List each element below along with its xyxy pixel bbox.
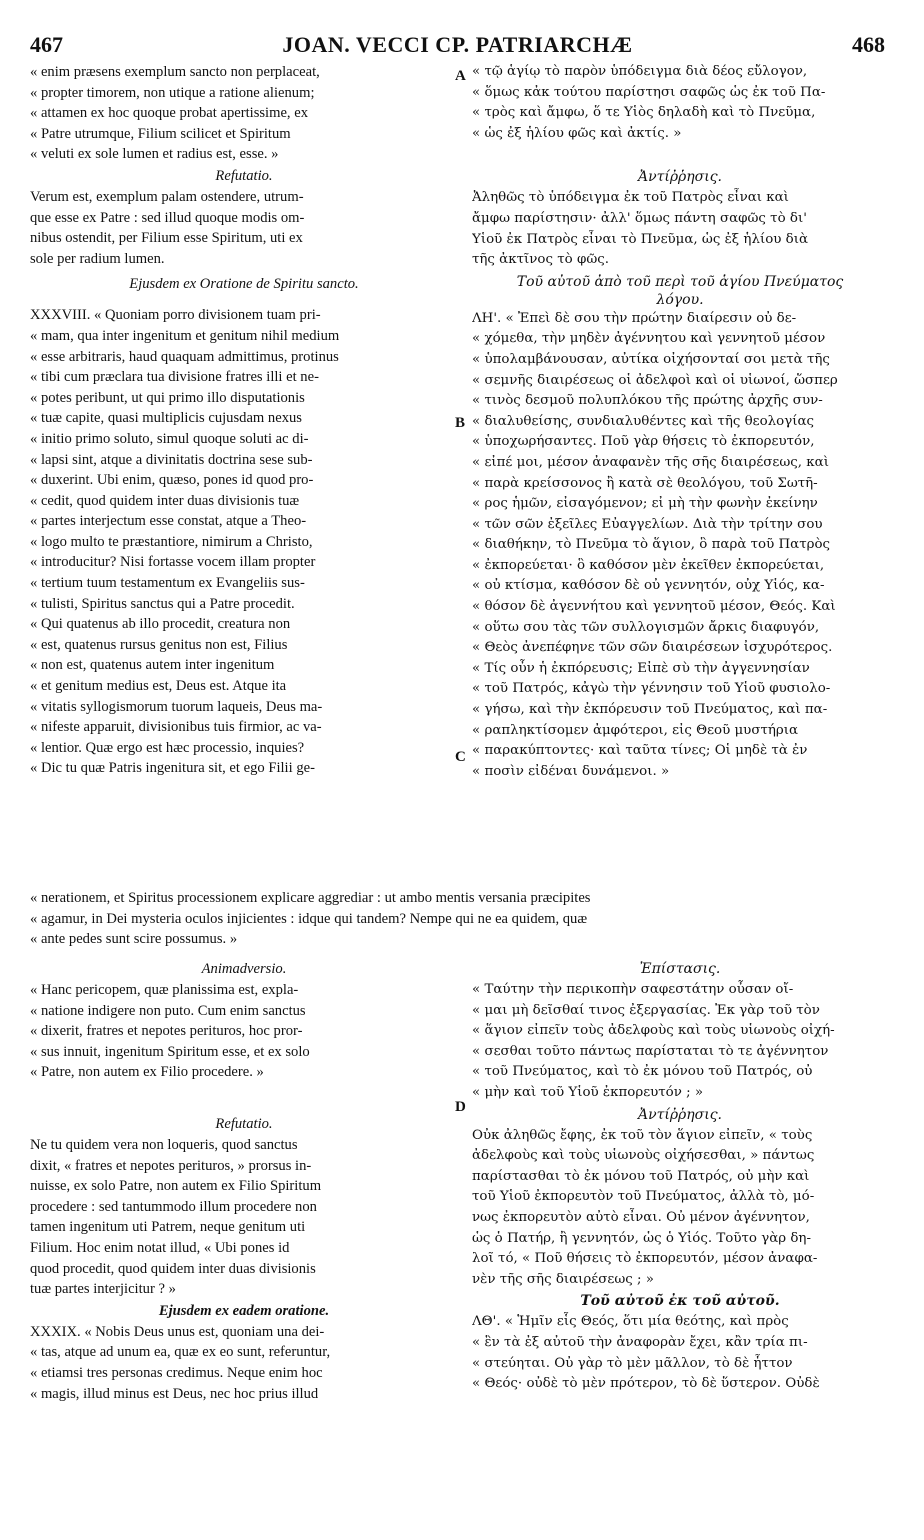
text-line: « ποσὶν εἰδέναι δυνάμενοι. » (472, 763, 670, 779)
text-line: Ἀληθῶς τὸ ὑπόδειγμα ἐκ τοῦ Πατρὸς εἶναι καὶ (472, 190, 789, 206)
text-line: « propter timorem, non utique a ratione alienum; (30, 84, 315, 101)
text-line: « nifeste apparuit, divisionibus tuis firmior, ac va- (30, 719, 322, 736)
text-line: tamen ingenitum uti Patrem, neque genitum uti (30, 1219, 306, 1236)
text-line: ΛΘ'. « Ἡμῖν εἷς Θεός, ὅτι μία θεότης, καὶ πρὸς (472, 1314, 789, 1330)
text-line: « διαλυθείσης, συνδιαλυθέντες καὶ τῆς θεολογίας (472, 413, 815, 429)
text-line: ὡς ὁ Πατήρ, ἢ γεννητόν, ὡς ὁ Υἱός. Τοῦτο γὰρ δη- (472, 1230, 811, 1246)
text-line: « Patre utrumque, Filium scilicet et Spiritum (30, 125, 291, 142)
text-line: « sus innuit, ingenitum Spiritum esse, et ex solo (30, 1043, 310, 1060)
page-number-left: 467 (30, 32, 63, 57)
text-line: « non est, quatenus autem inter ingenitum (30, 657, 275, 674)
latin-column-lower (30, 958, 458, 1404)
text-line: nuisse, ex solo Patre, non autem ex Filio Spiritum (30, 1178, 322, 1195)
full-width-continuation (30, 888, 892, 950)
text-line: « τρὸς καὶ ἄμφω, ὅ τε Υἱὸς δηλαδὴ καὶ τὸ Πνεῦμα, (472, 105, 816, 121)
text-line: « τῷ ἁγίῳ τὸ παρὸν ὑπόδειγμα διὰ δέος εὔλογον, (472, 64, 808, 79)
text-line: « Ταύτην τὴν περικοπὴν σαφεστάτην οὖσαν οἴ- (472, 982, 794, 997)
section-heading: Ἐπίστασις. (639, 961, 721, 977)
text-line: tuæ partes interjicitur ? » (30, 1281, 176, 1298)
text-line: « initio primo soluto, simul quoque soluti ac di- (30, 430, 309, 447)
text-line: « logo multo te præstantiore, nimirum a Christo, (30, 533, 313, 550)
text-line: que esse ex Patre : sed illud quoque modis om- (30, 209, 305, 226)
greek-paragraph (472, 1312, 888, 1394)
text-line: « σεσθαι τοῦτο πάντως παρίσταται τὸ τε ἀγέννητον (472, 1043, 829, 1059)
section-marker-d: D (455, 1099, 466, 1115)
text-line: « magis, illud minus est Deus, nec hoc prius illud (30, 1385, 319, 1402)
section-heading: Ἀντίῤῥησις. (637, 1106, 723, 1123)
text-line: « ὡς ἐξ ἡλίου φῶς καὶ ἀκτίς. » (472, 125, 682, 141)
greek-paragraph (472, 188, 888, 270)
text-line: « Dic tu quæ Patris ingenitura sit, et ego Filii ge- (30, 760, 315, 777)
text-line: « vitatis syllogismorum tuorum laqueis, Deus ma- (30, 698, 323, 715)
text-line: « ὅμως κἀκ τούτου παρίστησι σαφῶς ὡς ἐκ τοῦ Πα- (472, 84, 826, 100)
text-line: nibus ostendit, per Filium esse Spiritum, uti ex (30, 230, 303, 247)
running-header (30, 32, 885, 58)
section-heading: Τοῦ αὐτοῦ ἀπὸ τοῦ περὶ τοῦ ἁγίου Πνεύματος (516, 273, 844, 290)
text-line: « ἐκπορεύεται· ὃ καθόσον μὲν ἐκεῖθεν ἐκπορεύεται, (472, 557, 825, 573)
text-line: « γήσω, καὶ τὴν ἐκπόρευσιν τοῦ Πνεύματος, καὶ πα- (472, 702, 828, 718)
text-line: Ne tu quidem vera non loqueris, quod sanctus (30, 1136, 298, 1153)
text-line: « est, quatenus rursus genitus non est, Filius (30, 636, 288, 653)
text-line: λοῖ τό, « Ποῦ θήσεις τὸ ἐκπορευτόν, μέσον ἀναφα- (472, 1251, 818, 1267)
text-line: « mam, qua inter ingenitum et genitum nihil medium (30, 327, 340, 344)
text-line: « τοῦ Πνεύματος, καὶ τὸ ἐκ μόνου τοῦ Πατρός, οὐ (472, 1064, 813, 1080)
text-line: παρίστασθαι τὸ ἐκ μόνου τοῦ Πατρός, οὐ μὴν καὶ (472, 1168, 810, 1184)
text-line: « ραπληκτίσομεν ἀμφότεροι, εἰς Θεοῦ μυστήρια (472, 722, 799, 738)
text-line: « Τίς οὖν ἡ ἐκπόρευσις; Εἰπὲ σὺ τὴν ἀγγεννησίαν (472, 660, 810, 676)
section-heading-continued: λόγου. (656, 291, 704, 308)
text-line: νὲν τῆς σῆς διαιρέσεως ; » (472, 1271, 654, 1287)
greek-paragraph (472, 309, 888, 783)
latin-paragraph (30, 1135, 458, 1300)
section-marker-a: A (455, 68, 466, 84)
section-heading: Τοῦ αὐτοῦ ἐκ τοῦ αὐτοῦ. (580, 1293, 780, 1310)
section-heading: Ejusdem ex Oratione de Spiritu sancto. (129, 276, 359, 293)
text-line: νως ἐκπορευτὸν αὐτὸ εἶναι. Οὐ μένον ἀγέννητον, (472, 1209, 810, 1225)
text-line: « ὑποχωρήσαντες. Ποῦ γὰρ θήσεις τὸ ἐκπορευτόν, (472, 434, 815, 450)
text-line: Verum est, exemplum palam ostendere, utrum- (30, 188, 304, 205)
text-line: « nerationem, et Spiritus processionem explicare aggrediar : ut ambo mentis versania præcipites (30, 890, 591, 906)
section-heading: Ejusdem ex eadem oratione. (158, 1302, 330, 1319)
text-line: « Θεὸς ἀνεπέφηνε τῶν σῶν διαιρέσεων ἰσχυρότερος. (472, 640, 833, 656)
text-line: « τινὸς δεσμοῦ πολυπλόκου τῆς πρώτης ἀρχῆς συν- (472, 393, 823, 409)
text-line: « παρὰ κρείσσονος ἢ κατὰ σὲ θεολόγου, τοῦ Σωτῆ- (472, 475, 818, 491)
section-marker-b: B (455, 415, 466, 431)
text-line: « οὐ κτίσμα, καθόσον δὲ οὐ γεννητόν, οὐχ Υἱός, κα- (472, 578, 825, 594)
latin-paragraph (30, 187, 458, 269)
text-line: « agamur, in Dei mysteria oculos injicientes : idque qui tandem? Nempe qui ne ea quidem, quæ (30, 910, 588, 927)
text-line: « tuæ capite, quasi multiplicis cujusdam nexus (30, 410, 302, 427)
text-line: « lapsi sint, atque a divinitatis doctrina sese sub- (30, 451, 313, 468)
text-line: « ρος ἡμῶν, εἰσαγόμενον; εἰ μὴ τὴν φωνὴν ἐκείνην (472, 496, 818, 512)
text-line: « στεύηται. Οὐ γὰρ τὸ μὲν μᾶλλον, τὸ δὲ ἧττον (472, 1355, 793, 1371)
text-line: « esse arbitraris, haud quaquam admittimus, protinus (30, 348, 339, 365)
text-line: ἄμφω παρίστησιν· ἀλλ' ὅμως πάντη σαφῶς τὸ δι' (472, 210, 807, 226)
text-line: Οὐκ ἀληθῶς ἔφης, ἐκ τοῦ τὸν ἅγιον εἰπεῖν, « τοὺς (472, 1127, 813, 1143)
text-line: Filium. Hoc enim notat illud, « Ubi pones id (30, 1239, 290, 1256)
greek-paragraph (472, 62, 888, 144)
text-line: XXXIX. « Nobis Deus unus est, quoniam una dei- (30, 1323, 325, 1340)
text-line: « attamen ex hoc quoque probat apertissime, ex (30, 105, 309, 122)
text-line: « διαθήκην, τὸ Πνεῦμα τὸ ἅγιον, ὃ παρὰ τοῦ Πατρὸς (472, 537, 831, 553)
greek-column-upper (472, 62, 888, 782)
section-heading: Refutatio. (215, 1115, 273, 1132)
text-line: « et genitum medius est, Deus est. Atque ita (30, 678, 287, 695)
text-line: « partes interjectum esse constat, atque a Theo- (30, 513, 307, 530)
section-heading: Ἀντίῤῥησις. (637, 169, 723, 186)
text-line: « Θεός· οὐδὲ τὸ μὲν πρότερον, τὸ δὲ ὕστερον. Οὐδὲ (472, 1376, 820, 1392)
text-line: « tulisti, Spiritus sanctus qui a Patre procedit. (30, 595, 295, 612)
text-line: « tibi cum præclara tua divisione fratres illi et ne- (30, 369, 319, 386)
text-line: XXXVIII. « Quoniam porro divisionem tuam pri- (30, 307, 321, 324)
text-line: Υἱοῦ ἐκ Πατρὸς εἶναι τὸ Πνεῦμα, ὡς ἐξ ἡλίου διὰ (472, 231, 809, 247)
greek-paragraph (472, 1126, 888, 1291)
text-line: procedere : sed tantummodo illum procedere non (30, 1198, 317, 1215)
text-line: « cedit, quod quidem inter duas divisionis tuæ (30, 492, 300, 509)
text-line: sole per radium lumen. (30, 250, 165, 267)
text-line: « potes peribunt, ut qui primo illo disputationis (30, 389, 305, 406)
text-line: « Patre, non autem ex Filio procedere. » (30, 1064, 264, 1081)
greek-column-lower (472, 958, 888, 1395)
text-line: « ὑπολαμβάνουσαν, αὐτίκα οἰχήσονταί σοι μετὰ τῆς (472, 351, 830, 367)
section-heading: Refutatio. (215, 167, 273, 184)
text-line: τῆς ἀκτῖνος τὸ φῶς. (472, 252, 609, 268)
text-line: « ἅγιον εἰπεῖν τοὺς ἀδελφοὺς καὶ τοὺς υἱωνοὺς οἰχή- (472, 1023, 835, 1039)
text-line: « σεμνῆς διαιρέσεως οἱ ἀδελφοὶ καὶ οἱ υἱωνοί, ὥσπερ (472, 372, 838, 388)
text-line: « Hanc pericopem, quæ planissima est, expla- (30, 982, 299, 998)
latin-paragraph (30, 305, 458, 779)
text-line: « τῶν σῶν ἐξεῖλες Εὐαγγελίων. Διὰ τὴν τρίτην σου (472, 516, 823, 532)
section-heading: Animadversio. (201, 961, 287, 977)
text-line: « χόμεθα, τὴν μηδὲν ἀγέννητου καὶ γεννητοῦ μέσον (472, 331, 826, 347)
text-line: « enim præsens exemplum sancto non perplaceat, (30, 64, 320, 80)
running-title: JOAN. VECCI CP. PATRIARCHÆ (282, 32, 633, 57)
text-line: quod procedit, quod quidem inter duas divisionis (30, 1260, 316, 1277)
text-line: « μὴν καὶ τοῦ Υἱοῦ ἐκπορευτόν ; » (472, 1084, 704, 1100)
text-line: « tas, atque ad unum ea, quæ ex eo sunt, referuntur, (30, 1344, 331, 1361)
greek-paragraph (472, 980, 888, 1104)
text-line: « εἰπέ μοι, μέσον ἀναφανὲν τῆς σῆς διαιρέσεως, καὶ (472, 454, 829, 470)
text-line: « θόσον δὲ ἀγεννήτου καὶ γεννητοῦ μέσον, Θεός. Καὶ (472, 599, 836, 615)
text-line: ΛΗ'. « Ἐπεὶ δὲ σου τὴν πρώτην διαίρεσιν οὐ δε- (472, 310, 797, 326)
text-line: « οὕτω σου τὰς τῶν συλλογισμῶν ἄρκις διαφυγόν, (472, 619, 820, 635)
text-line: dixit, « fratres et nepotes perituros, » prorsus in- (30, 1157, 312, 1174)
section-marker-c: C (455, 749, 466, 765)
text-line: « duxerint. Ubi enim, quæso, pones id quod pro- (30, 472, 314, 489)
page-number-right: 468 (852, 32, 885, 57)
text-line: τοῦ Υἱοῦ ἐκπορευτὸν τοῦ Πνεύματος, ἀλλὰ τὸ, μό- (472, 1189, 815, 1205)
text-line: « ἓν τὰ ἐξ αὐτοῦ τὴν ἀναφορὰν ἔχει, κἂν τρία πι- (472, 1334, 808, 1350)
text-line: « παρακύπτοντες· καὶ ταῦτα τίνες; Οἱ μηδὲ τὰ ἐν (472, 743, 808, 759)
text-line: « veluti ex sole lumen et radius est, esse. » (30, 146, 279, 163)
latin-paragraph (30, 62, 458, 165)
text-line: « Qui quatenus ab illo procedit, creatura non (30, 616, 291, 633)
latin-column-upper (30, 62, 458, 779)
text-line: « etiamsi tres personas credimus. Neque enim hoc (30, 1364, 323, 1381)
text-line: « dixerit, fratres et nepotes perituros, hoc pror- (30, 1023, 303, 1040)
text-line: « tertium tuum testamentum ex Evangeliis sus- (30, 575, 305, 592)
text-line: « τοῦ Πατρός, κἀγὼ τὴν γέννησιν τοῦ Υἱοῦ φυσιολο- (472, 681, 831, 697)
text-line: ἀδελφοὺς καὶ τοὺς υἱωνοὺς οἰχήσεσθαι, » πάντως (472, 1148, 815, 1164)
text-line: « natione indigere non puto. Cum enim sanctus (30, 1002, 306, 1019)
text-line: « ante pedes sunt scire possumus. » (30, 931, 238, 948)
latin-paragraph (30, 1322, 458, 1404)
text-line: « μαι μὴ δεῖσθαί τινος ἐξεργασίας. Ἐκ γὰρ τοῦ τὸν (472, 1002, 820, 1018)
text-line: « introducitur? Nisi fortasse vocem illam propter (30, 554, 316, 571)
latin-paragraph (30, 980, 458, 1083)
text-line: « lentior. Quæ ergo est hæc processio, inquies? (30, 739, 305, 756)
